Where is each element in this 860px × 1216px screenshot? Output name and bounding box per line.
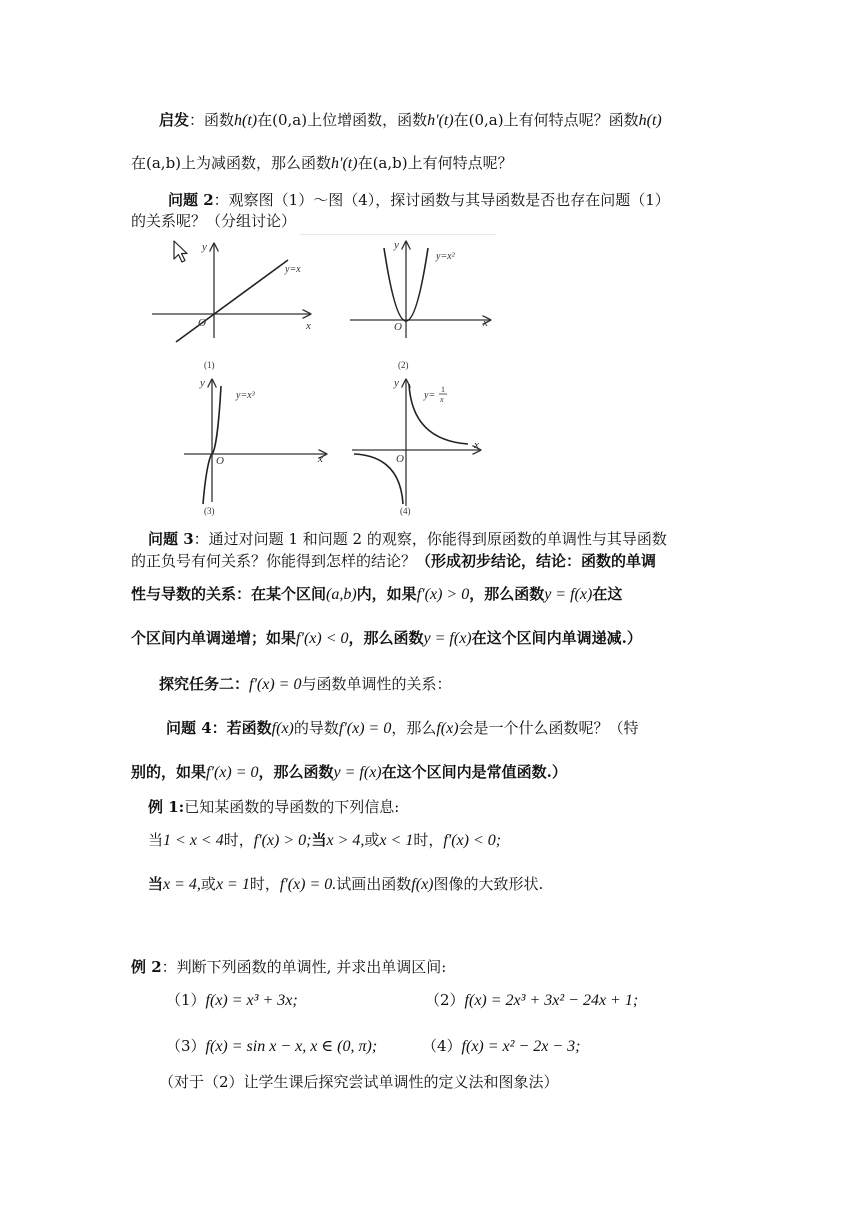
graph-2-equation: y=x²	[436, 251, 455, 262]
ex1-l2c: 时，	[249, 875, 280, 893]
q3-text-4a: 个区间内单调递增；如果	[131, 629, 297, 647]
q3-text-2b: （形成初步结论，结论：函数的单调	[416, 552, 657, 570]
task2-label: 探究任务二：	[159, 675, 250, 693]
ex1-l2m2: x = 1	[215, 876, 250, 893]
q3-text-3b: 内，如果	[356, 585, 417, 603]
q3-derivative-positive: f′(x) > 0	[416, 586, 470, 603]
qifa-text-e: 在(a,b)上有何特点呢？	[357, 154, 513, 172]
ex1-l1a: 当	[148, 831, 164, 849]
graph-2-caption: (2)	[398, 360, 409, 370]
qifa-ht2: h(t)	[638, 112, 662, 129]
q3-line-1	[148, 529, 667, 549]
q3-line-4	[131, 628, 642, 649]
q3-line-3	[131, 584, 622, 605]
graph-3-y-label: y	[200, 377, 205, 389]
ex2-item-2-num: （2）	[425, 991, 465, 1009]
qifa-ht: h(t)	[234, 112, 258, 129]
qifa-text-d: 在(a,b)上为减函数，那么函数	[131, 154, 332, 172]
ex2-item-2-expr: f(x) = 2x³ + 3x² − 24x + 1;	[464, 992, 639, 1009]
qifa-line-2	[131, 153, 513, 174]
graphs-svg	[140, 234, 500, 516]
qifa-line-1	[159, 110, 662, 131]
graph-1-origin: O	[198, 317, 206, 329]
graph-4-origin: O	[396, 453, 404, 465]
ex1-l2b: 或	[200, 875, 216, 893]
ex1-intro-line	[148, 797, 399, 817]
qifa-hpt2: h'(t)	[331, 155, 358, 172]
graph-4-equation: y=	[424, 390, 436, 401]
ex2-label: 例 2	[131, 958, 162, 976]
q4-t2: ，那么	[391, 719, 437, 737]
ex1-l2d: 试画出函数	[336, 875, 412, 893]
q4-l2a: 别的，如果	[131, 763, 207, 781]
ex2-intro: ：判断下列函数的单调性, 并求出单调区间:	[161, 958, 447, 976]
ex2-item-3-expr: f(x) = sin x − x, x ∈ (0, π);	[205, 1038, 378, 1055]
q3-text-3d: 在这	[592, 585, 623, 603]
ex1-line-2	[148, 874, 543, 895]
task2-math: f'(x) = 0	[249, 676, 302, 693]
graph-3-caption: (3)	[204, 506, 215, 516]
ex1-l1m2: f'(x) > 0;	[253, 832, 312, 849]
task2-line	[159, 674, 451, 695]
ex1-line-1	[148, 830, 501, 851]
function-graphs-figure	[140, 234, 500, 516]
graph-1-caption: (1)	[204, 360, 215, 370]
graph-4-frac-num: 1	[441, 385, 445, 394]
ex1-l2m3: f'(x) = 0.	[279, 876, 337, 893]
graph-4-x-label: x	[474, 439, 479, 451]
q3-derivative-negative: f′(x) < 0	[296, 630, 349, 647]
qifa-text-b: 在(0,a)上位增函数，函数	[257, 111, 428, 129]
q4-m2: f'(x) = 0	[338, 720, 392, 737]
q4-line-2	[131, 762, 567, 783]
ex2-item-1	[166, 990, 298, 1011]
graph-4-y-label: y	[394, 377, 399, 389]
q3-interval: (a,b)	[326, 586, 357, 603]
q4-m3: f(x)	[436, 720, 459, 737]
ex2-item-2	[425, 990, 638, 1011]
ex2-intro-line	[131, 957, 446, 977]
qifa-text-c: 在(0,a)上有何特点呢？函数	[453, 111, 639, 129]
q4-label: 问题 4：若函数	[166, 719, 272, 737]
q4-t1: 的导数	[293, 719, 339, 737]
q2-label: 问题 2	[168, 191, 214, 209]
graph-2-y-label: y	[394, 239, 399, 251]
q3-label: 问题 3	[148, 530, 194, 548]
graph-3-x-label: x	[318, 453, 323, 465]
q3-text-2a: 的正负号有何关系？你能得到怎样的结论？	[131, 552, 417, 570]
graph-4	[352, 377, 480, 516]
ex2-item-3-num: （3）	[166, 1037, 206, 1055]
q2-line-1	[168, 190, 670, 210]
ex1-l1d: 或	[364, 831, 380, 849]
graph-4-caption: (4)	[400, 506, 411, 516]
graph-1-curve	[176, 260, 288, 342]
qifa-hpt: h'(t)	[427, 112, 454, 129]
q3-text-3a: 性与导数的关系：在某个区间	[131, 585, 327, 603]
graph-3	[184, 377, 326, 516]
ex1-l1b: 时，	[223, 831, 254, 849]
q3-function: y = f(x)	[544, 586, 593, 603]
q4-l2m1: f′(x) = 0	[206, 764, 259, 781]
graph-1-y-label: y	[202, 241, 207, 253]
ex1-l1m1: 1 < x < 4	[163, 832, 224, 849]
graph-3-origin: O	[216, 455, 224, 467]
ex1-l2a: 当	[148, 875, 164, 893]
q3-function-2: y = f(x)	[423, 630, 472, 647]
ex1-l1m5: f'(x) < 0;	[443, 832, 502, 849]
task2-text: 与函数单调性的关系：	[301, 675, 452, 693]
ex1-l1m3: x > 4,	[326, 832, 365, 849]
ex1-l2m4: f(x)	[411, 876, 434, 893]
ex2-item-4-expr: f(x) = x² − 2x − 3;	[461, 1038, 581, 1055]
q2-text-1: ：观察图（1）～图（4），探讨函数与其导函数是否也存在问题（1）	[213, 191, 670, 209]
q4-l2b: ，那么函数	[258, 763, 334, 781]
ex1-l2e: 图像的大致形状.	[433, 875, 544, 893]
ex2-item-1-num: （1）	[166, 991, 206, 1009]
graph-2	[350, 239, 490, 370]
q3-text-3c: ，那么函数	[469, 585, 545, 603]
ex1-l1m4: x < 1	[379, 832, 414, 849]
ex2-item-4-num: （4）	[422, 1037, 462, 1055]
q4-m1: f(x)	[271, 720, 294, 737]
q2-line-2: 的关系呢？（分组讨论）	[131, 212, 297, 230]
q4-line-1	[166, 718, 639, 739]
q3-text-4c: 在这个区间内单调递减.）	[471, 629, 642, 647]
q4-l2m2: y = f(x)	[333, 764, 382, 781]
qifa-label: 启发	[159, 111, 190, 129]
ex2-note: （对于（2）让学生课后探究尝试单调性的定义法和图象法）	[159, 1073, 559, 1091]
graph-2-x-label: x	[483, 317, 488, 329]
q3-text-4b: ，那么函数	[348, 629, 424, 647]
graph-1-x-label: x	[306, 320, 311, 332]
ex1-label: 例 1:	[148, 798, 185, 816]
graph-4-curve-right	[409, 384, 468, 444]
graph-1-equation: y=x	[285, 264, 301, 275]
ex1-l2m1: x = 4,	[163, 876, 201, 893]
graph-3-equation: y=x³	[236, 390, 255, 401]
graph-2-origin: O	[394, 321, 402, 333]
graph-1	[152, 241, 311, 370]
q4-t3: 会是一个什么函数呢？（特	[458, 719, 639, 737]
qifa-text-a: ：函数	[189, 111, 235, 129]
graph-4-frac-den: x	[440, 395, 444, 404]
q3-text-1: ：通过对问题 1 和问题 2 的观察，你能得到原函数的单调性与其导函数	[193, 530, 667, 548]
ex1-intro: 已知某函数的导函数的下列信息:	[184, 798, 400, 816]
ex1-l1c: 当	[311, 831, 327, 849]
ex2-item-1-expr: f(x) = x³ + 3x;	[205, 992, 298, 1009]
q4-l2c: 在这个区间内是常值函数.）	[381, 763, 567, 781]
ex2-item-4	[422, 1036, 580, 1057]
ex2-item-3	[166, 1036, 377, 1057]
ex1-l1e: 时，	[413, 831, 444, 849]
q3-line-2	[131, 551, 656, 571]
